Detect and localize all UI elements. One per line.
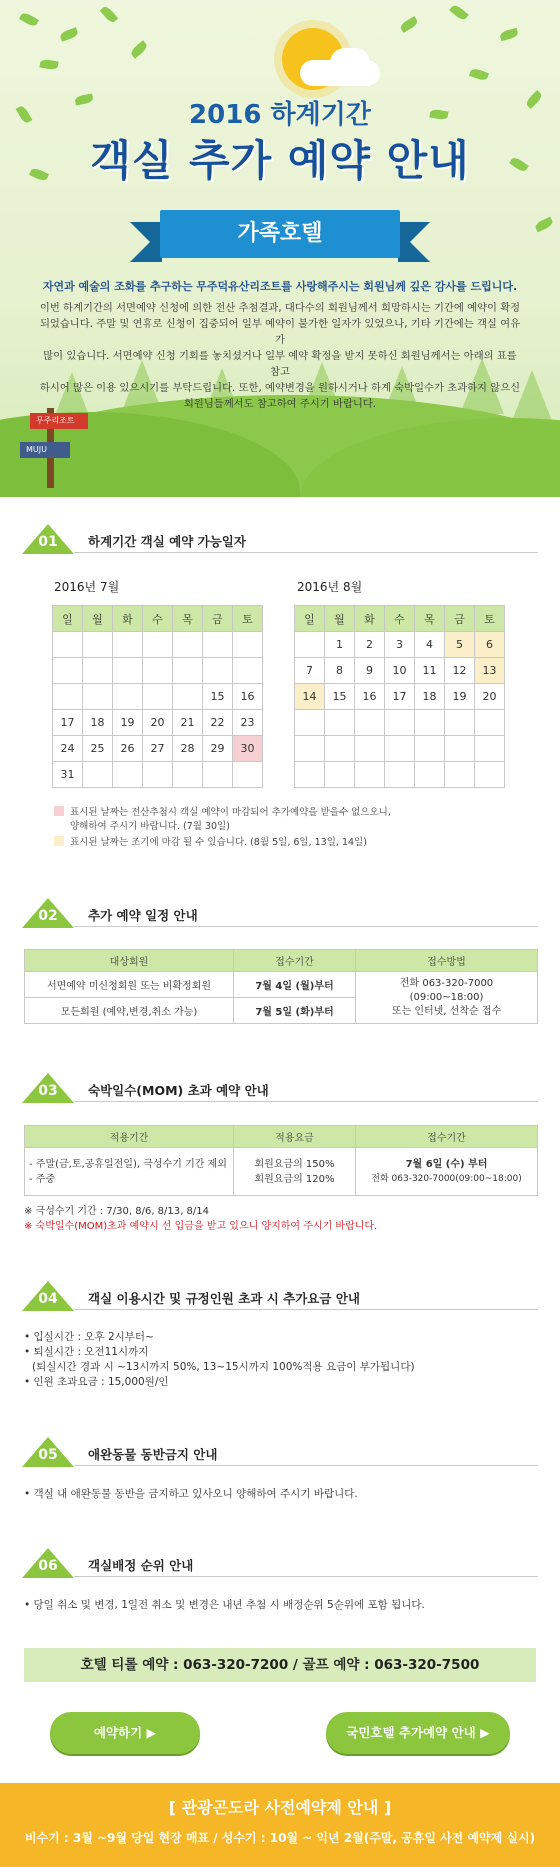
calendar-day: 31 <box>53 762 83 788</box>
weekday-header: 금 <box>445 606 475 632</box>
section-03-header <box>22 1073 538 1105</box>
leaf-icon <box>100 5 118 25</box>
section-number: 04 <box>38 1291 58 1307</box>
calendar-day <box>83 658 113 684</box>
calendar-day: 30 <box>233 736 263 762</box>
calendar-day <box>203 658 233 684</box>
weekday-header: 수 <box>385 606 415 632</box>
calendar-day: 21 <box>173 710 203 736</box>
list-item: • 입실시간 : 오후 2시부터~ <box>24 1331 154 1343</box>
list-item: • 인원 초과요금 : 15,000원/인 <box>24 1376 169 1388</box>
section-02-header <box>22 898 538 930</box>
calendar-day <box>233 658 263 684</box>
gondola-footer <box>0 1783 560 1867</box>
calendar-day: 1 <box>325 632 355 658</box>
section-title: 숙박일수(MOM) 초과 예약 안내 <box>88 1083 269 1098</box>
calendar-day <box>233 632 263 658</box>
calendar-day <box>415 762 445 788</box>
intro-paragraph: 이번 하계기간의 서면예약 신청에 의한 전산 추첨결과, 대다수의 회원님께서 희망하시는 기간에 예약이 확정 되었습니다. 주말 및 연휴로 신청이 집중되어 일부 예약이 불가한 일자가 있었으나, 기타 기간에는 객실 여유가 많이 있습니다. 서면예약 신청 기회를 놓치셨거나 일부 예약 확정을 받지 못하신 회원님께서는 아래의 표를 참고 하시어 많은 이용 있으시기를 부탁드립니다. 또한, 예약변경을 원하시거나 하계 숙박일수가 초과하지 않으신 회원님들께서도 참고하여 주시기 바랍니다. <box>39 302 521 410</box>
calendar-day: 19 <box>445 684 475 710</box>
calendar-day <box>325 736 355 762</box>
calendar-day: 15 <box>203 684 233 710</box>
schedule-table: 대상회원 접수기간 접수방법 서면예약 미신청회원 또는 비확정회원 7월 4일 (월)부터 전화 063-320-7000 (09:00~18:00) 또는 인터넷, 선착순 접수 모든회원 (예약,변경,취소 가능) 7월 5일 (화)부터 <box>24 949 538 1024</box>
mom-rate: 회원요금의 150% 회원요금의 120% <box>234 1148 356 1196</box>
calendar-day <box>295 762 325 788</box>
calendar-day: 29 <box>203 736 233 762</box>
section-number: 05 <box>38 1447 58 1463</box>
calendar-day <box>113 684 143 710</box>
calendar-day: 10 <box>385 658 415 684</box>
calendar-day <box>83 632 113 658</box>
calendar-day: 9 <box>355 658 385 684</box>
list-item: • 퇴실시간 : 오전11시까지 <box>24 1346 149 1358</box>
leaf-icon <box>469 67 489 82</box>
calendar-day: 8 <box>325 658 355 684</box>
calendar-day <box>83 762 113 788</box>
calendar-day <box>53 684 83 710</box>
calendar-day: 13 <box>475 658 505 684</box>
section-number: 03 <box>38 1083 58 1099</box>
weekday-header: 금 <box>203 606 233 632</box>
weekday-header: 화 <box>113 606 143 632</box>
calendar-day: 3 <box>385 632 415 658</box>
calendar-day: 18 <box>83 710 113 736</box>
section-number: 02 <box>38 908 58 924</box>
calendar-day <box>173 684 203 710</box>
calendar-day <box>143 632 173 658</box>
calendar-july <box>52 605 263 788</box>
calendar-day <box>143 658 173 684</box>
leaf-icon <box>499 28 519 41</box>
section-title: 하계기간 객실 예약 가능일자 <box>88 534 246 549</box>
calendar-day <box>445 710 475 736</box>
calendar-day <box>233 762 263 788</box>
calendar-day <box>475 762 505 788</box>
calendar-day: 23 <box>233 710 263 736</box>
priority-text: • 당일 취소 및 변경, 1일전 취소 및 변경은 내년 추첨 시 배정순위 5순위에 포함 됩니다. <box>24 1599 425 1611</box>
calendar-day: 5 <box>445 632 475 658</box>
cloud-icon <box>330 48 370 78</box>
pets-text: • 객실 내 애완동물 동반을 금지하고 있사오니 양해하여 주시기 바랍니다. <box>24 1488 358 1500</box>
weekday-header: 수 <box>143 606 173 632</box>
footer-text: 비수기 : 3월 ~9월 당일 현장 매표 / 성수기 : 10월 ~ 익년 2월(주말, 공휴일 사전 예약제 실시) <box>24 1831 536 1845</box>
schedule-target: 모든회원 (예약,변경,취소 가능) <box>25 998 234 1024</box>
weekday-header: 일 <box>53 606 83 632</box>
schedule-period: 7월 4일 (월)부터 <box>234 972 356 998</box>
leaf-icon <box>19 11 39 28</box>
calendar-day <box>113 632 143 658</box>
section-01-header <box>22 524 538 556</box>
sign-muju-resort: 무주리조트 <box>30 413 88 429</box>
weekday-header: 토 <box>475 606 505 632</box>
calendar-day <box>355 710 385 736</box>
calendar-day <box>445 762 475 788</box>
leaf-icon <box>399 16 419 33</box>
calendar-day <box>173 762 203 788</box>
calendar-day <box>475 710 505 736</box>
mom-note-peak: ※ 극성수기 기간 : 7/30, 8/6, 8/13, 8/14 <box>24 1206 209 1217</box>
calendar-day <box>385 710 415 736</box>
calendar-day: 22 <box>203 710 233 736</box>
section-title: 추가 예약 일정 안내 <box>88 908 198 923</box>
calendar-day: 2 <box>355 632 385 658</box>
calendar-day <box>295 710 325 736</box>
calendar-day <box>415 710 445 736</box>
calendar-day <box>295 736 325 762</box>
hero-banner <box>0 0 560 497</box>
calendar-day <box>203 632 233 658</box>
leaf-icon <box>449 3 469 21</box>
mom-receive: 7월 6일 (수) 부터 전화 063-320-7000(09:00~18:00) <box>356 1148 538 1196</box>
calendar-day <box>325 710 355 736</box>
calendar-day <box>385 762 415 788</box>
leaf-icon <box>59 27 79 42</box>
calendar-day: 16 <box>233 684 263 710</box>
calendar-august <box>294 605 505 788</box>
footer-title: [ 관광곤도라 사전예약제 안내 ] <box>168 1798 392 1817</box>
section-title: 객실배정 순위 안내 <box>88 1558 194 1573</box>
leaf-icon <box>129 40 149 58</box>
calendar-day: 20 <box>475 684 505 710</box>
legend-yellow-swatch <box>54 836 64 846</box>
schedule-target: 서면예약 미신청회원 또는 비확정회원 <box>25 972 234 998</box>
calendar-day <box>53 658 83 684</box>
national-hotel-button[interactable]: 국민호텔 추가예약 안내 ▶ <box>326 1712 510 1754</box>
weekday-header: 목 <box>173 606 203 632</box>
hero-main-title: 객실 추가 예약 안내 <box>90 136 470 185</box>
contact-bar: 호텔 티롤 예약 : 063-320-7200 / 골프 예약 : 063-320-7500 <box>24 1648 536 1682</box>
weekday-header: 월 <box>83 606 113 632</box>
calendar-day: 24 <box>53 736 83 762</box>
leaf-icon <box>534 217 554 233</box>
schedule-period: 7월 5일 (화)부터 <box>234 998 356 1024</box>
calendar-day <box>143 762 173 788</box>
weekday-header: 일 <box>295 606 325 632</box>
mom-period: - 주말(금,토,공휴일전일), 극성수기 기간 제외 - 주중 <box>25 1148 234 1196</box>
leaf-icon <box>39 59 58 71</box>
calendar-day <box>325 762 355 788</box>
calendar-day: 26 <box>113 736 143 762</box>
calendar-day <box>445 736 475 762</box>
weekday-header: 월 <box>325 606 355 632</box>
legend-yellow: 표시된 날짜는 조기에 마감 될 수 있습니다. (8월 5일, 6일, 13일, 14일) <box>54 836 367 850</box>
section-05-header <box>22 1437 538 1469</box>
calendar-day <box>475 736 505 762</box>
mom-table: 적용기간 적용요금 접수기간 - 주말(금,토,공휴일전일), 극성수기 기간 제외 - 주중 회원요금의 150% 회원요금의 120% 7월 6일 (수) 부터 전화 063-320-7000(09:00~18:00) <box>24 1125 538 1196</box>
section-number: 01 <box>38 534 58 550</box>
calendar-day <box>113 762 143 788</box>
calendar-day: 28 <box>173 736 203 762</box>
weekday-header: 토 <box>233 606 263 632</box>
section-title: 애완동물 동반금지 안내 <box>88 1447 218 1462</box>
calendar-day <box>173 658 203 684</box>
calendar-day: 14 <box>295 684 325 710</box>
calendar-day: 27 <box>143 736 173 762</box>
mom-note-deposit: ※ 숙박일수(MOM)초과 예약시 선 입금을 받고 있으니 양지하여 주시기 바랍니다. <box>24 1221 378 1232</box>
hero-year-title: 2016 하계기간 <box>189 100 371 130</box>
calendar-day: 20 <box>143 710 173 736</box>
calendar-day <box>173 632 203 658</box>
list-item: (퇴실시간 경과 시 ~13시까지 50%, 13~15시까지 100%적용 요금이 부가됩니다) <box>32 1361 415 1373</box>
weekday-header: 화 <box>355 606 385 632</box>
calendar-day: 6 <box>475 632 505 658</box>
weekday-header: 목 <box>415 606 445 632</box>
calendar-day <box>355 762 385 788</box>
section-number: 06 <box>38 1558 58 1574</box>
calendar-day <box>143 684 173 710</box>
section-06-header <box>22 1548 538 1580</box>
sign-muju: MUJU <box>20 442 70 458</box>
calendar-day: 16 <box>355 684 385 710</box>
calendar-day: 18 <box>415 684 445 710</box>
calendar-day <box>415 736 445 762</box>
ribbon-family-hotel: 가족호텔 <box>160 210 400 258</box>
calendar-day: 15 <box>325 684 355 710</box>
calendar-day <box>355 736 385 762</box>
section-title: 객실 이용시간 및 규정인원 초과 시 추가요금 안내 <box>88 1291 360 1306</box>
usage-list <box>24 1330 415 1390</box>
calendar-day <box>113 658 143 684</box>
greeting-text: 자연과 예술의 조화를 추구하는 무주덕유산리조트를 사랑해주시는 회원님께 깊은 감사를 드립니다. <box>42 280 518 293</box>
calendar-day: 4 <box>415 632 445 658</box>
calendar-day: 17 <box>53 710 83 736</box>
calendar-august-title: 2016년 8월 <box>297 580 363 594</box>
calendar-day: 7 <box>295 658 325 684</box>
calendar-day <box>295 632 325 658</box>
calendar-july-title: 2016년 7월 <box>54 580 120 594</box>
legend-red: 표시된 날짜는 전산추첨시 객실 예약이 마감되어 추가예약을 받을수 없으오니, 양해하여 주시기 바랍니다. (7월 30일) <box>54 806 391 834</box>
reserve-button[interactable]: 예약하기 ▶ <box>50 1712 200 1754</box>
legend-red-swatch <box>54 806 64 816</box>
calendar-day: 11 <box>415 658 445 684</box>
section-04-header <box>22 1281 538 1313</box>
calendar-day: 19 <box>113 710 143 736</box>
calendar-day <box>385 736 415 762</box>
calendar-day <box>53 632 83 658</box>
calendar-day <box>203 762 233 788</box>
calendar-day: 12 <box>445 658 475 684</box>
calendar-day: 25 <box>83 736 113 762</box>
calendar-day: 17 <box>385 684 415 710</box>
calendar-day <box>83 684 113 710</box>
schedule-method: 전화 063-320-7000 (09:00~18:00) 또는 인터넷, 선착순 접수 <box>356 972 538 1024</box>
